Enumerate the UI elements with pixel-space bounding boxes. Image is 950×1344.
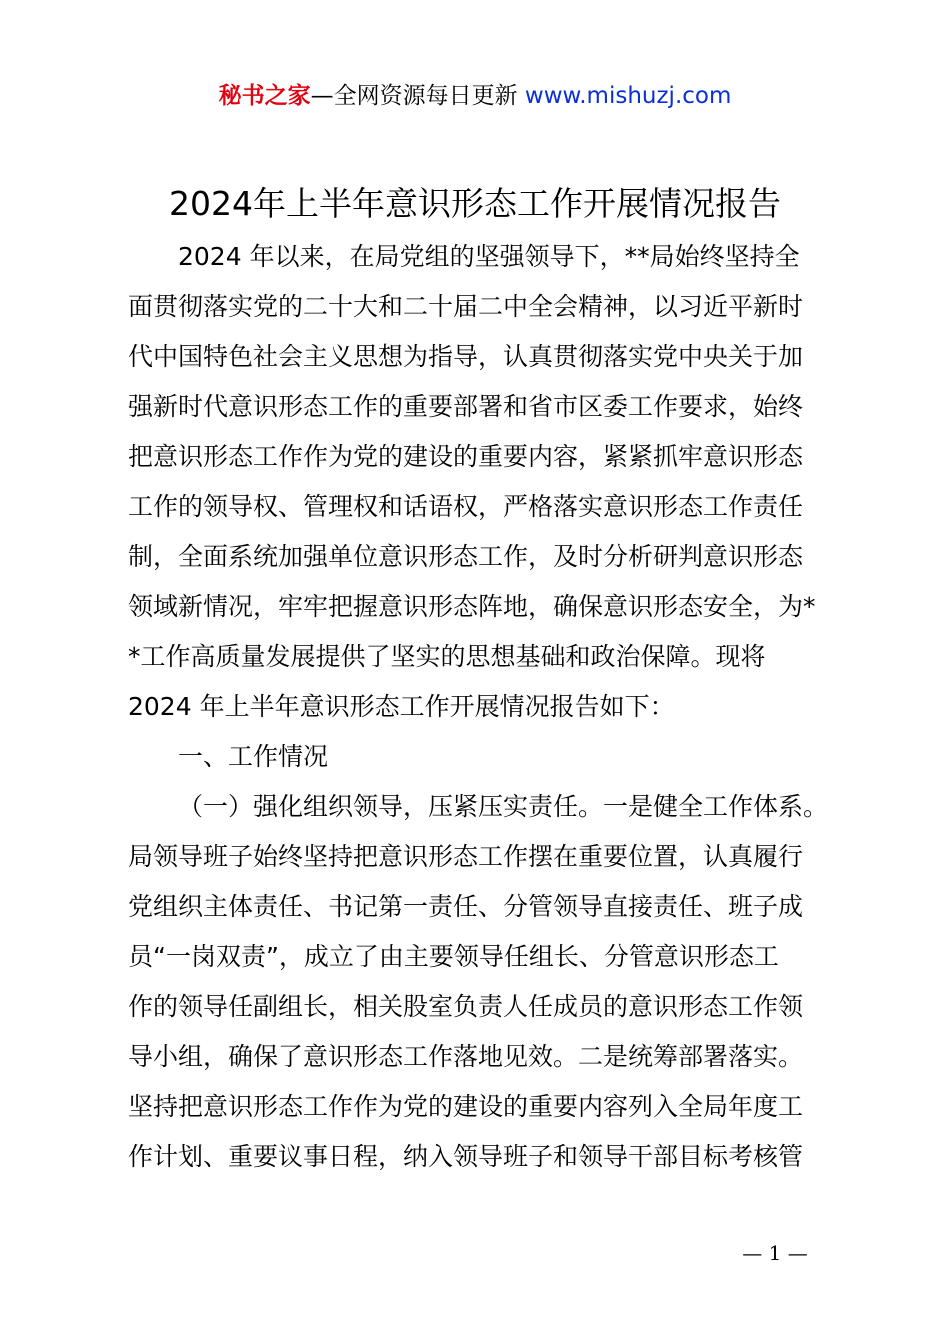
header-tagline: —全网资源每日更新 (310, 83, 518, 109)
paragraph-line: 作计划、重要议事日程，纳入领导班子和领导干部目标考核管 (128, 1142, 804, 1171)
paragraph-line: 党组织主体责任、书记第一责任、分管领导直接责任、班子成 (128, 892, 804, 921)
site-header (0, 80, 950, 112)
paragraph-line: 员“一岗双责”，成立了由主要领导任组长、分管意识形态工 (128, 942, 779, 971)
paragraph-line: 坚持把意识形态工作作为党的建设的重要内容列入全局年度工 (128, 1092, 804, 1121)
document-title: 2024年上半年意识形态工作开展情况报告 (169, 184, 781, 223)
paragraph-line: 领域新情况，牢牢把握意识形态阵地，确保意识形态安全，为* (128, 592, 816, 621)
document-body (128, 232, 848, 1182)
paragraph-line: *工作高质量发展提供了坚实的思想基础和政治保障。现将 (128, 642, 766, 671)
paragraph-line: 面贯彻落实党的二十大和二十届二中全会精神，以习近平新时 (128, 292, 804, 321)
paragraph-line: 强新时代意识形态工作的重要部署和省市区委工作要求，始终 (128, 392, 804, 421)
page-number: — 1 — (742, 1241, 808, 1265)
site-url-link[interactable]: www.mishuzj.com (524, 83, 732, 109)
paragraph-line: 局领导班子始终坚持把意识形态工作摆在重要位置，认真履行 (128, 842, 804, 871)
paragraph-line: 2024 年上半年意识形态工作开展情况报告如下： (128, 692, 675, 721)
section-heading: 一、工作情况 (178, 742, 329, 771)
paragraph-line: 工作的领导权、管理权和话语权，严格落实意识形态工作责任 (128, 492, 804, 521)
brand-name: 秘书之家 (218, 83, 311, 109)
subsection-line: （一）强化组织领导，压紧压实责任。一是健全工作体系。 (178, 792, 829, 821)
paragraph-line: 把意识形态工作作为党的建设的重要内容，紧紧抓牢意识形态 (128, 442, 804, 471)
paragraph-line: 作的领导任副组长，相关股室负责人任成员的意识形态工作领 (128, 992, 804, 1021)
paragraph-line: 代中国特色社会主义思想为指导，认真贯彻落实党中央关于加 (128, 342, 804, 371)
paragraph-line: 制，全面系统加强单位意识形态工作，及时分析研判意识形态 (128, 542, 804, 571)
paragraph-line: 2024 年以来，在局党组的坚强领导下，**局始终坚持全 (178, 242, 800, 271)
paragraph-line: 导小组，确保了意识形态工作落地见效。二是统筹部署落实。 (128, 1042, 804, 1071)
